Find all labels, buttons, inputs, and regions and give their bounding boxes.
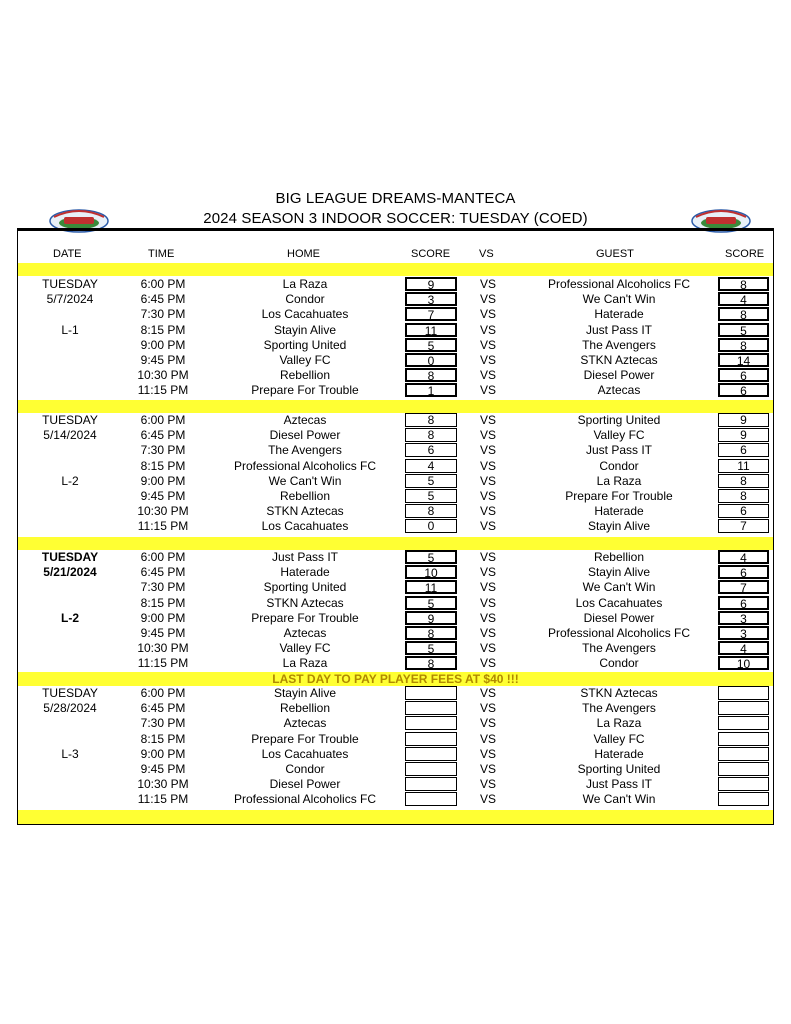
guest-score: 5 [718,323,769,337]
home-score [405,716,457,730]
game-time: 9:00 PM [140,337,186,352]
game-time: 11:15 PM [137,656,189,671]
guest-team: Sporting United [577,413,661,427]
guest-team: STKN Aztecas [580,353,658,367]
game-time: 8:15 PM [140,595,186,610]
guest-team: Professional Alcoholics FC [547,277,691,291]
page-title: BIG LEAGUE DREAMS-MANTECA [275,190,516,207]
col-header-score: SCORE [411,248,451,260]
week-day: TUESDAY [41,550,99,564]
home-team: Just Pass IT [271,550,339,564]
vs-label: VS [479,368,496,383]
guest-score: 9 [718,428,769,442]
guest-team: Aztecas [597,383,641,398]
guest-team: La Raza [596,716,642,731]
col-header-score-guest: SCORE [725,248,765,260]
game-time: 11:15 PM [137,792,189,807]
game-time: 7:30 PM [140,580,186,595]
vs-label: VS [479,746,496,761]
guest-team: Just Pass IT [585,322,653,337]
vs-label: VS [479,565,496,580]
guest-score [718,777,769,791]
week-date: 5/7/2024 [46,292,94,307]
guest-score: 4 [718,641,769,655]
guest-score: 4 [718,550,769,564]
vs-label: VS [479,307,496,322]
home-score: 8 [405,656,457,670]
game-time: 8:15 PM [140,458,186,473]
vs-label: VS [479,716,496,731]
separator-band [18,263,773,276]
vs-label: VS [479,701,496,716]
guest-team: Condor [599,656,639,671]
home-team: Prepare For Trouble [251,383,359,398]
home-team: Diesel Power [269,428,341,443]
home-team: Sporting United [263,580,347,595]
page-subtitle: 2024 SEASON 3 INDOOR SOCCER: TUESDAY (COED) [203,210,588,227]
game-time: 6:00 PM [140,277,186,291]
guest-score: 6 [718,383,769,397]
home-score [405,686,457,700]
week-date: 5/14/2024 [43,428,97,443]
home-team: Rebellion [279,489,331,503]
vs-label: VS [479,489,496,503]
home-score [405,732,457,746]
guest-score [718,747,769,761]
home-team: Los Cacahuates [261,307,349,322]
home-team: La Raza [282,277,328,291]
home-team: Rebellion [279,368,331,383]
guest-team: Valley FC [593,731,645,746]
vs-label: VS [479,322,496,337]
game-time: 8:15 PM [140,731,186,746]
home-score: 9 [405,611,457,625]
col-header-vs: VS [479,248,494,260]
guest-team: Haterade [594,504,644,519]
week-league: L-2 [61,473,79,488]
guest-team: Professional Alcoholics FC [547,626,691,640]
week-day: TUESDAY [42,277,98,291]
home-team: STKN Aztecas [266,504,344,519]
home-score: 5 [405,550,457,564]
home-score: 5 [405,641,457,655]
home-team: Condor [285,762,325,776]
guest-team: Condor [599,458,639,473]
vs-label: VS [479,656,496,671]
game-time: 10:30 PM [137,368,189,383]
home-score: 3 [405,292,457,306]
home-team: Rebellion [279,701,331,716]
guest-score: 3 [718,611,769,625]
guest-team: Stayin Alive [587,565,651,580]
guest-score: 6 [718,596,769,610]
guest-score: 14 [718,353,769,367]
game-time: 11:15 PM [137,519,189,534]
home-score: 11 [405,323,457,337]
guest-score: 3 [718,626,769,640]
home-score [405,747,457,761]
guest-score: 10 [718,656,769,670]
home-team: Professional Alcoholics FC [233,792,377,807]
guest-team: The Avengers [582,701,656,716]
guest-team: Rebellion [593,550,645,564]
separator-band [18,810,773,824]
guest-score [718,762,769,776]
vs-label: VS [479,626,496,640]
game-time: 6:45 PM [140,565,186,580]
week-day: TUESDAY [42,413,98,427]
guest-score [718,792,769,806]
home-score: 5 [405,596,457,610]
guest-team: Haterade [594,307,644,322]
home-score: 8 [405,413,457,427]
vs-label: VS [479,353,496,367]
home-team: STKN Aztecas [266,595,344,610]
home-score: 8 [405,504,457,518]
guest-score: 6 [718,565,769,579]
home-score: 11 [405,580,457,594]
guest-score: 6 [718,368,769,382]
guest-score: 4 [718,292,769,306]
home-score: 8 [405,368,457,382]
home-team: Aztecas [283,413,327,427]
guest-team: Diesel Power [583,368,655,383]
week-date: 5/28/2024 [43,701,97,716]
home-score [405,777,457,791]
guest-score: 8 [718,277,769,291]
vs-label: VS [479,686,496,700]
vs-label: VS [479,731,496,746]
home-team: Los Cacahuates [261,519,349,534]
guest-team: The Avengers [582,337,656,352]
game-time: 10:30 PM [137,641,189,656]
game-time: 9:00 PM [140,746,186,761]
game-time: 9:45 PM [140,353,186,367]
vs-label: VS [479,292,496,307]
guest-score: 6 [718,504,769,518]
home-score: 8 [405,428,457,442]
home-score: 6 [405,443,457,457]
separator-band [18,537,773,550]
guest-team: The Avengers [582,641,656,656]
home-team: Sporting United [263,337,347,352]
home-team: Haterade [280,565,330,580]
game-time: 7:30 PM [140,716,186,731]
col-header-date: DATE [53,248,82,260]
guest-team: Sporting United [577,762,661,776]
guest-score: 8 [718,489,769,503]
col-header-guest: GUEST [596,248,634,260]
game-time: 8:15 PM [140,322,186,337]
vs-label: VS [479,792,496,807]
vs-label: VS [479,641,496,656]
home-score [405,701,457,715]
guest-score: 11 [718,459,769,473]
guest-team: Haterade [594,746,644,761]
home-score: 4 [405,459,457,473]
vs-label: VS [479,777,496,792]
vs-label: VS [479,337,496,352]
guest-team: Valley FC [593,428,645,443]
home-score: 10 [405,565,457,579]
guest-score [718,732,769,746]
guest-team: Prepare For Trouble [565,489,673,503]
home-team: Diesel Power [269,777,341,792]
game-time: 6:45 PM [140,428,186,443]
guest-score [718,701,769,715]
home-score: 7 [405,307,457,321]
week-date: 5/21/2024 [43,565,97,580]
vs-label: VS [479,383,496,398]
vs-label: VS [479,610,496,625]
home-team: Stayin Alive [273,322,337,337]
guest-team: We Can't Win [582,292,656,307]
home-team: Prepare For Trouble [251,731,359,746]
home-score: 0 [405,519,457,533]
vs-label: VS [479,443,496,458]
game-time: 7:30 PM [140,443,186,458]
game-time: 7:30 PM [140,307,186,322]
guest-score [718,716,769,730]
guest-team: Los Cacahuates [575,595,663,610]
home-score: 0 [405,353,457,367]
vs-label: VS [479,550,496,564]
vs-label: VS [479,504,496,519]
home-team: Los Cacahuates [261,746,349,761]
guest-team: Diesel Power [583,610,655,625]
fee-notice: LAST DAY TO PAY PLAYER FEES AT $40 !!! [272,672,519,686]
game-time: 10:30 PM [137,504,189,519]
home-score: 8 [405,626,457,640]
vs-label: VS [479,458,496,473]
home-team: La Raza [282,656,328,671]
home-score: 9 [405,277,457,291]
game-time: 6:45 PM [140,701,186,716]
home-team: Stayin Alive [273,686,337,700]
game-time: 9:45 PM [140,626,186,640]
vs-label: VS [479,277,496,291]
game-time: 6:00 PM [140,413,186,427]
guest-team: We Can't Win [582,580,656,595]
game-time: 9:45 PM [140,762,186,776]
guest-score: 8 [718,474,769,488]
separator-band [18,400,773,413]
home-score [405,792,457,806]
home-team: Valley FC [279,641,331,656]
vs-label: VS [479,428,496,443]
game-time: 11:15 PM [137,383,189,398]
home-team: Professional Alcoholics FC [233,458,377,473]
vs-label: VS [479,473,496,488]
home-team: Aztecas [283,716,327,731]
guest-score: 8 [718,338,769,352]
vs-label: VS [479,595,496,610]
home-score: 5 [405,338,457,352]
vs-label: VS [479,762,496,776]
week-league: L-2 [61,610,79,625]
home-score: 1 [405,383,457,397]
vs-label: VS [479,519,496,534]
col-header-home: HOME [287,248,320,260]
col-header-time: TIME [148,248,175,260]
guest-score: 9 [718,413,769,427]
guest-score [718,686,769,700]
vs-label: VS [479,413,496,427]
home-score [405,762,457,776]
game-time: 9:00 PM [140,473,186,488]
game-time: 9:45 PM [140,489,186,503]
game-time: 10:30 PM [137,777,189,792]
game-time: 6:45 PM [140,292,186,307]
game-time: 6:00 PM [140,550,186,564]
week-league: L-1 [61,322,79,337]
guest-team: We Can't Win [582,792,656,807]
guest-score: 7 [718,580,769,594]
guest-team: La Raza [596,473,642,488]
vs-label: VS [479,580,496,595]
guest-score: 6 [718,443,769,457]
game-time: 6:00 PM [140,686,186,700]
game-time: 9:00 PM [140,610,186,625]
home-score: 5 [405,489,457,503]
home-team: Prepare For Trouble [251,610,359,625]
guest-team: STKN Aztecas [580,686,658,700]
home-team: Condor [285,292,325,307]
home-team: We Can't Win [268,473,342,488]
guest-team: Stayin Alive [587,519,651,534]
home-team: Aztecas [283,626,327,640]
home-score: 5 [405,474,457,488]
week-league: L-3 [61,746,79,761]
week-day: TUESDAY [42,686,98,700]
home-team: The Avengers [268,443,342,458]
guest-score: 7 [718,519,769,533]
home-team: Valley FC [279,353,331,367]
guest-score: 8 [718,307,769,321]
guest-team: Just Pass IT [585,777,653,792]
guest-team: Just Pass IT [585,443,653,458]
